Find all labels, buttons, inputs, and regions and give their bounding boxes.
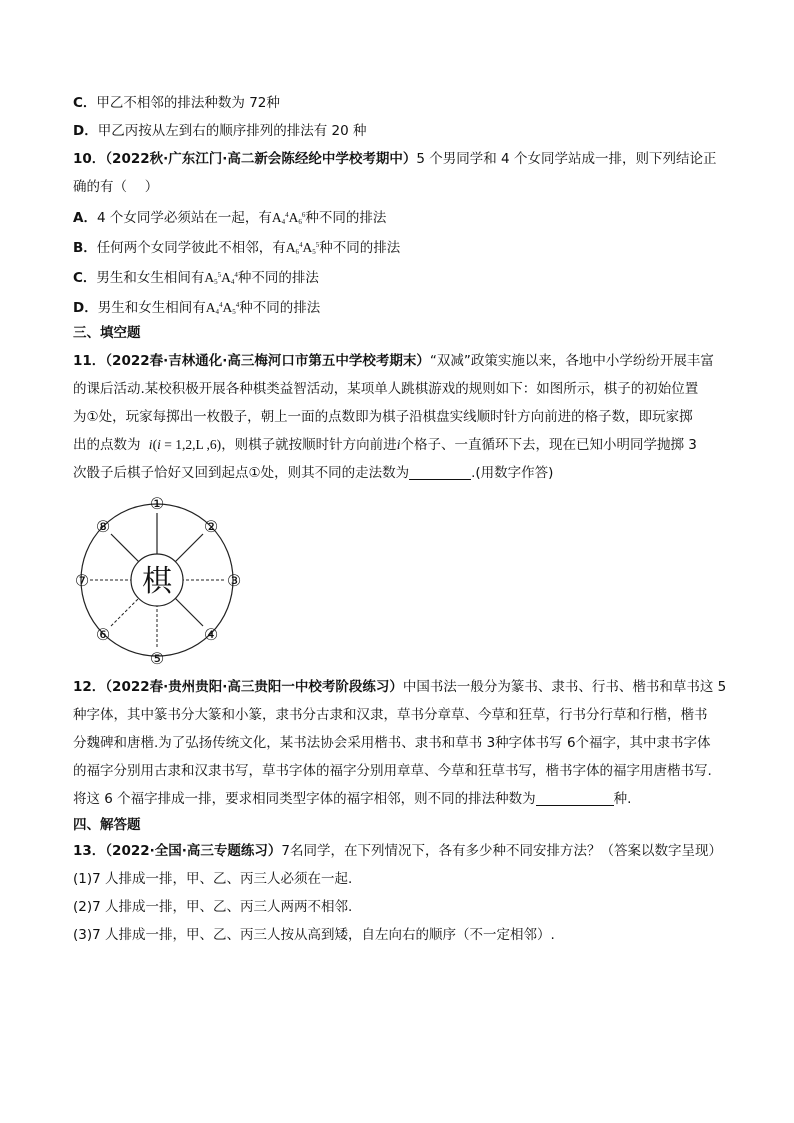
option-text: 男生和女生相间有 [97,300,206,316]
option-text: 甲乙不相邻的排法种数为 72种 [96,95,280,111]
q13-part-3: (3)7 人排成一排，甲、乙、丙三人按从高到矮，自左向右的顺序（不一定相邻）. [73,927,555,943]
q11-line2: 的课后活动.某校积极开展各种棋类益智活动，某项单人跳棋游戏的规则如下：如图所示，棋子的初始位置 [73,381,699,397]
question-number: 10． [73,151,106,167]
option-text: 任何两个女同学彼此不相邻，有 [96,240,286,256]
q12-line3: 分魏碑和唐楷.为了弘扬传统文化，某书法协会采用楷书、隶书和草书 3种字体书写 6个福字，其中隶书字体 [73,735,711,751]
math-variable-range: ( [152,437,158,452]
option-text: 种不同的排法 [319,240,401,256]
permutation-formula: $A_6^4A_5^5$ [285,240,320,256]
q9-option-d [73,122,733,140]
position-6: ⑥ [95,625,111,644]
question-text: 中国书法一般分为篆书、隶书、行书、楷书和草书这 5 [402,679,727,695]
position-1: ① [149,494,165,513]
solid-spoke [111,534,139,562]
q11-line4 [73,436,733,454]
question-text: .(用数字作答) [471,465,554,481]
option-letter: B． [73,240,97,256]
option-letter: C． [73,270,97,286]
option-text: 种不同的排法 [305,210,387,226]
q10-stem-line2 [73,178,733,196]
board-center-label: 棋 [142,564,172,599]
q10-option-b [73,236,733,261]
position-3: ③ [226,571,242,590]
section-heading-fill-in: 三、填空题 [73,325,141,341]
q10-option-d [73,296,733,321]
option-text: 种不同的排法 [237,270,319,286]
q11-line3: 为①处，玩家每掷出一枚骰子，朝上一面的点数即为棋子沿棋盘实线顺时针方向前进的格子数，即玩家掷 [73,409,693,425]
option-text: 男生和女生相间有 [96,270,205,286]
math-variable-range: = 1,2,L ,6) [160,437,222,452]
q12-line4: 的福字分别用古隶和汉隶书写，草书字体的福字分别用章草、今草和狂草书写，楷书字体的福字用唐楷书写. [73,763,712,779]
option-letter: A． [73,210,97,226]
question-text: “双减”政策实施以来，各地中小学纷纷开展丰富 [429,353,714,369]
question-text: ，则棋子就按顺时针方向前进 [221,437,397,453]
q11-line5 [73,464,733,482]
option-letter: C． [73,95,97,111]
chess-board-figure [74,494,244,666]
dashed-spoke [111,598,139,626]
option-letter: D． [73,300,98,316]
math-variable-range: i [157,437,161,452]
q13-part-2: (2)7 人排成一排，甲、乙、丙三人两两不相邻. [73,899,353,915]
question-text: 出的点数为 [73,437,141,453]
permutation-formula: $A_4^4A_5^4$ [205,300,240,316]
option-text: 种不同的排法 [239,300,321,316]
permutation-formula: $A_4^4A_6^6$ [271,210,306,226]
q10-stem-line1 [73,150,733,168]
question-text: 个格子、一直循环下去，现在已知小明同学抛掷 3 [400,437,697,453]
q10-option-c [73,266,733,291]
q11-line1 [73,352,733,370]
question-source: （2022春·贵州贵阳·高三贵阳一中校考阶段练习） [105,679,403,695]
q10-option-a [73,206,733,231]
question-number: 13． [73,843,106,859]
q9-option-c [73,94,733,112]
q13-stem [73,842,733,860]
question-text: 将这 6 个福字排成一排，要求相同类型字体的福字相邻，则不同的排法种数为 [73,791,536,807]
position-4: ④ [203,625,219,644]
question-source: （2022·全国·高三专题练习） [105,843,282,859]
answer-blank [409,465,471,480]
option-text: 4 个女同学必须站在一起，有 [96,210,272,226]
q12-line5 [73,790,733,808]
position-8: ⑧ [95,517,111,536]
math-variable-i: i [396,437,401,452]
question-source: （2022春·吉林通化·高三梅河口市第五中学校考期末） [105,353,430,369]
option-letter: D． [73,123,98,139]
solid-spoke [175,598,203,626]
position-7: ⑦ [74,571,90,590]
section-heading-solutions: 四、解答题 [73,817,141,833]
question-number: 11． [73,353,106,369]
question-text: 确的有（ ） [73,179,159,195]
question-source: （2022秋·广东江门·高二新会陈经纶中学校考期中） [105,151,417,167]
math-variable-range: i [148,437,153,452]
position-5: ⑤ [149,649,165,666]
question-text: 次骰子后棋子恰好又回到起点①处，则其不同的走法数为 [73,465,410,481]
question-text: 种. [613,791,632,807]
answer-blank [536,791,614,806]
q12-line2: 种字体，其中篆书分大篆和小篆，隶书分古隶和汉隶，草书分章草、今草和狂草，行书分行草和行楷，楷书 [73,707,708,723]
option-text: 甲乙丙按从左到右的顺序排列的排法有 20 种 [97,123,367,139]
position-2: ② [203,517,219,536]
permutation-formula: $A_5^5A_4^4$ [204,270,238,286]
question-number: 12． [73,679,106,695]
question-text: 5 个男同学和 4 个女同学站成一排，则下列结论正 [416,151,717,167]
q12-line1 [73,678,733,696]
q13-part-1: (1)7 人排成一排，甲、乙、丙三人必须在一起. [73,871,353,887]
question-text: 7名同学，在下列情况下，各有多少种不同安排方法？（答案以数字呈现） [281,843,722,859]
solid-spoke [175,534,203,562]
